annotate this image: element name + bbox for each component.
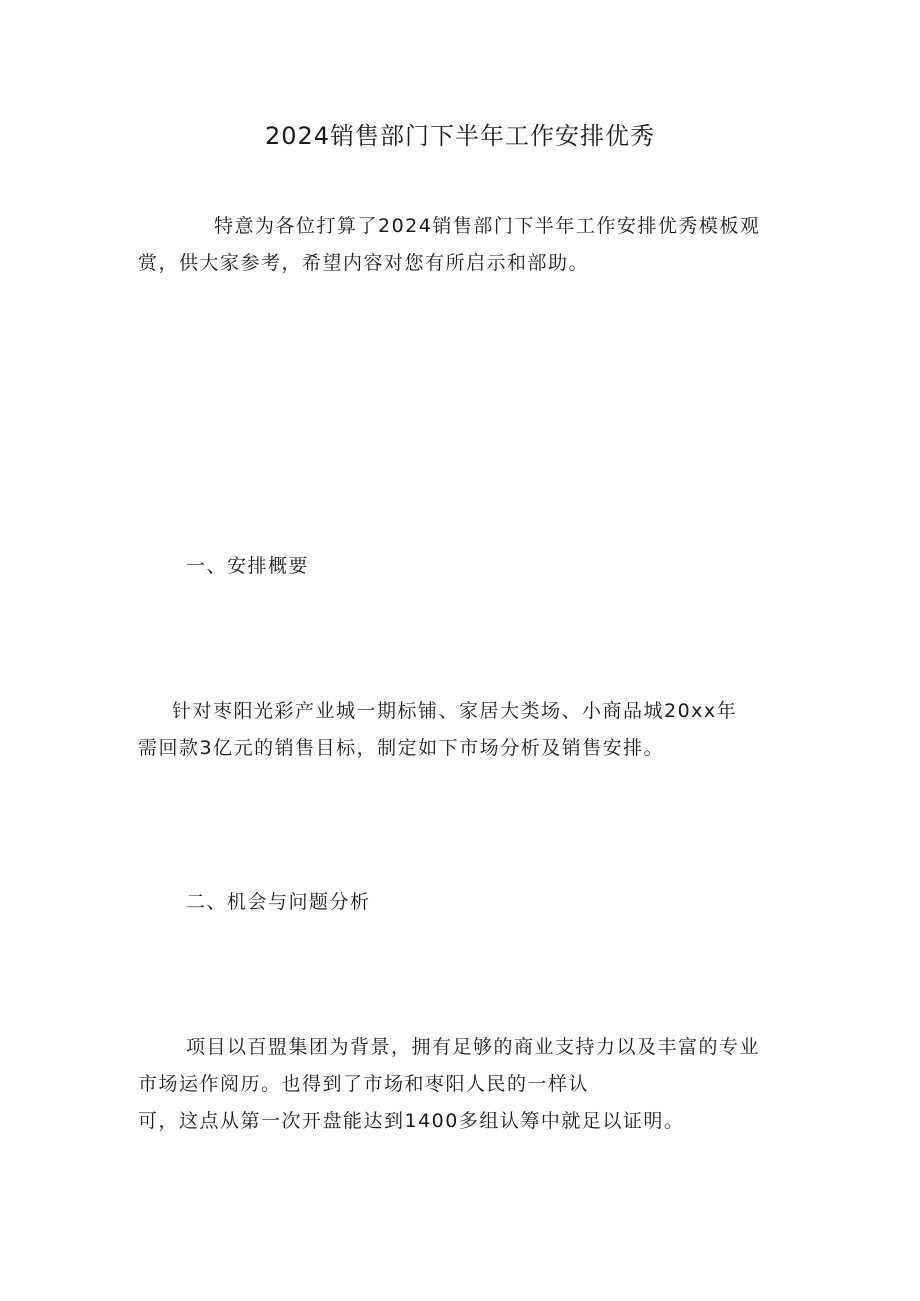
- section-2-line-1: 项目以百盟集团为背景，拥有足够的商业支持力以及丰富的专业: [186, 1036, 761, 1058]
- section-1-paragraph: [138, 693, 788, 767]
- document-title: 2024销售部门下半年工作安排优秀: [264, 122, 656, 150]
- section-2-paragraph: [138, 1029, 788, 1140]
- section-2-line-3: 可，这点从第一次开盘能达到1400多组认筹中就足以证明。: [138, 1110, 685, 1132]
- section-2-line-2: 市场运作阅历。也得到了市场和枣阳人民的一样认: [138, 1073, 590, 1095]
- intro-line-1: 特意为各位打算了2024销售部门下半年工作安排优秀模板观: [214, 215, 761, 237]
- section-1-line-1: 针对枣阳光彩产业城一期标铺、家居大类场、小商品城20xx年: [172, 700, 738, 722]
- intro-paragraph: [138, 208, 788, 282]
- intro-line-2: 赏，供大家参考，希望内容对您有所启示和部助。: [138, 252, 590, 274]
- section-heading-plan-summary: 一、安排概要: [186, 555, 310, 577]
- section-heading-opportunity-analysis: 二、机会与问题分析: [186, 891, 371, 913]
- section-1-line-2: 需回款3亿元的销售目标，制定如下市场分析及销售安排。: [138, 737, 665, 759]
